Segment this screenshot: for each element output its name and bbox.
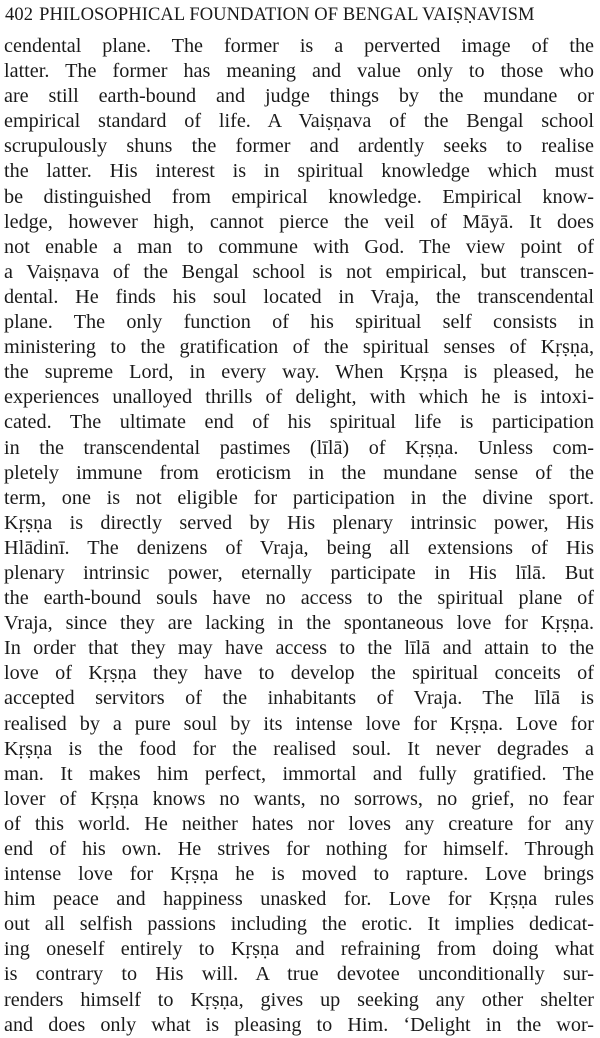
running-title: PHILOSOPHICAL FOUNDATION OF BENGAL VAIṢṆAVISM: [39, 5, 535, 25]
text-line: Hlādinī. The denizens of Vraja, being all extensions of His: [4, 536, 594, 559]
body-text: [4, 34, 594, 1038]
text-line: man. It makes him perfect, immortal and fully gratified. The: [4, 762, 594, 785]
page-number: 402: [5, 5, 34, 25]
text-line: and does only what is pleasing to Him. ‘Delight in the wor-: [4, 1013, 594, 1036]
text-line: lover of Kṛṣṇa knows no wants, no sorrows, no grief, no fear: [4, 787, 594, 810]
text-line: cated. The ultimate end of his spiritual life is participation: [4, 411, 594, 434]
text-line: the latter. His interest is in spiritual knowledge which must: [4, 160, 594, 183]
text-line: be distinguished from empirical knowledge. Empirical know-: [4, 185, 594, 208]
text-line: dental. He finds his soul located in Vraja, the transcendental: [4, 285, 594, 308]
text-line: Kṛṣṇa is directly served by His plenary intrinsic power, His: [4, 511, 594, 534]
text-line: are still earth-bound and judge things by the mundane or: [4, 85, 594, 108]
text-line: out all selfish passions including the erotic. It implies dedicat-: [4, 913, 594, 936]
text-line: cendental plane. The former is a perverted image of the: [4, 35, 594, 57]
text-line: plane. The only function of his spiritual self consists in: [4, 311, 594, 334]
text-line: plenary intrinsic power, eternally participate in His līlā. But: [4, 561, 594, 584]
running-head: [4, 0, 594, 30]
text-line: love of Kṛṣṇa they have to develop the spiritual conceits of: [4, 662, 594, 685]
text-line: of this world. He neither hates nor loves any creature for any: [4, 812, 594, 835]
text-line: a Vaiṣṇava of the Bengal school is not empirical, but transcen-: [4, 260, 594, 283]
text-line: end of his own. He strives for nothing for himself. Through: [4, 838, 594, 860]
text-line: ledge, however high, cannot pierce the veil of Māyā. It does: [4, 210, 594, 233]
text-line: Kṛṣṇa is the food for the realised soul. It never degrades a: [4, 737, 594, 760]
text-line: renders himself to Kṛṣṇa, gives up seeking any other shelter: [4, 988, 594, 1011]
text-line: not enable a man to commune with God. The view point of: [4, 235, 594, 258]
text-line: scrupulously shuns the former and ardently seeks to realise: [4, 135, 594, 158]
text-line: him peace and happiness unasked for. Love for Kṛṣṇa rules: [4, 888, 594, 911]
text-line: ing oneself entirely to Kṛṣṇa and refraining from doing what: [4, 938, 594, 961]
text-line: pletely immune from eroticism in the mundane sense of the: [4, 461, 594, 484]
text-line: empirical standard of life. A Vaiṣṇava of the Bengal school: [4, 110, 594, 133]
text-line: In order that they may have access to the līlā and attain to the: [4, 637, 594, 660]
text-line: in the transcendental pastimes (līlā) of Kṛṣṇa. Unless com-: [4, 436, 594, 459]
text-line: realised by a pure soul by its intense love for Kṛṣṇa. Love for: [4, 712, 594, 735]
text-line: Vraja, since they are lacking in the spontaneous love for Kṛṣṇa.: [4, 612, 594, 635]
text-line: the supreme Lord, in every way. When Kṛṣṇa is pleased, he: [4, 361, 594, 384]
text-line: intense love for Kṛṣṇa he is moved to rapture. Love brings: [4, 863, 594, 886]
text-line: ministering to the gratification of the spiritual senses of Kṛṣṇa,: [4, 336, 594, 359]
text-line: latter. The former has meaning and value only to those who: [4, 60, 594, 83]
text-line: the earth-bound souls have no access to the spiritual plane of: [4, 587, 594, 610]
text-line: accepted servitors of the inhabitants of Vraja. The līlā is: [4, 687, 594, 710]
text-line: experiences unalloyed thrills of delight, with which he is intoxi-: [4, 386, 594, 409]
text-line: is contrary to His will. A true devotee unconditionally sur-: [4, 963, 594, 986]
text-line: term, one is not eligible for participation in the divine sport.: [4, 486, 594, 509]
